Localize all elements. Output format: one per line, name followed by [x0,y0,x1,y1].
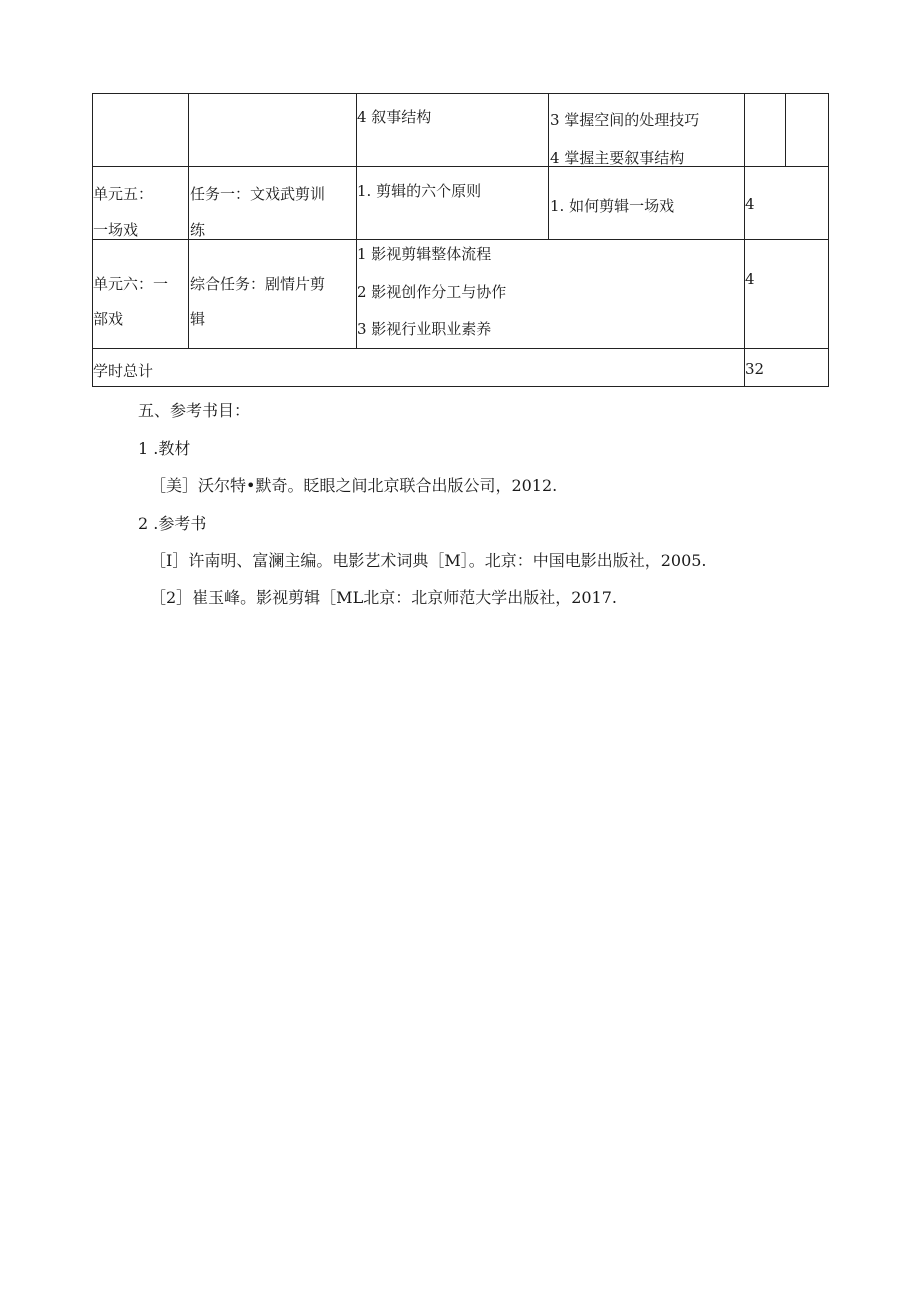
table-top-border [92,93,829,94]
section1-title: 1 .教材 [138,439,191,458]
col5-divider-row1 [785,93,786,167]
row2-task-line1: 任务一：文戏武剪训 [190,185,326,203]
col2-divider [356,93,357,349]
row3-task-line1: 综合任务：剧情片剪 [190,275,326,293]
row2-hours: 4 [745,195,755,213]
row3-hours: 4 [745,270,755,288]
row3-unit-line2: 部戏 [93,310,124,328]
section1-item1: ［美］沃尔特•默奇。眨眼之间北京联合出版公司，2012. [150,476,558,495]
row3-content-line1: 1 影视剪辑整体流程 [357,245,492,263]
total-hours: 32 [745,360,765,378]
row2-task-line2: 练 [190,221,206,239]
section2-title: 2 .参考书 [138,514,207,533]
row2-content: 1. 剪辑的六个原则 [357,182,482,200]
row1-content: 4 叙事结构 [357,108,432,126]
row1-goal-line2: 4 掌握主要叙事结构 [550,149,685,167]
references-heading: 五、参考书目： [138,401,251,420]
row1-bottom-border [92,166,829,167]
row1-goal-line1: 3 掌握空间的处理技巧 [550,111,700,129]
col3-divider [548,93,549,240]
col1-divider [188,93,189,349]
row2-unit-line1: 单元五： [93,185,154,203]
table-bottom-border [92,386,829,387]
row2-unit-line2: 一场戏 [93,221,139,239]
total-label: 学时总计 [93,362,154,380]
row2-goal: 1. 如何剪辑一场戏 [550,197,675,215]
table-right-border [828,93,829,387]
col4-divider [744,93,745,387]
table-left-border [92,93,93,387]
row3-unit-line1: 单元六：一 [93,275,169,293]
row3-content-line2: 2 影视创作分工与协作 [357,283,507,301]
section2-item1: ［I］许南明、富澜主编。电影艺术词典［M］。北京：中国电影出版社，2005. [150,551,707,570]
row3-content-line3: 3 影视行业职业素养 [357,320,492,338]
section2-item2: ［2］崔玉峰。影视剪辑［ML北京：北京师范大学出版社，2017. [150,588,617,607]
row3-bottom-border [92,348,829,349]
row3-task-line2: 辑 [190,310,206,328]
